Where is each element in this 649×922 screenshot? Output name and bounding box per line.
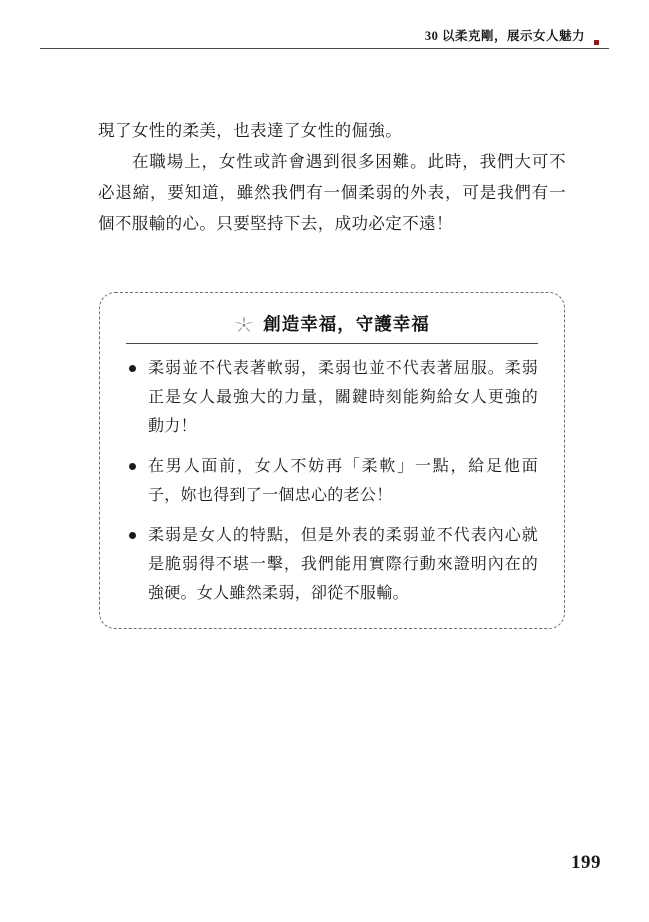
callout-list: [126, 354, 538, 608]
body-content: [98, 115, 566, 239]
flower-icon: [234, 315, 254, 335]
callout-title: 創造幸福，守護幸福: [263, 314, 430, 334]
header-title: 30 以柔克剛，展示女人魅力: [424, 29, 585, 43]
page-number: 199: [571, 852, 601, 873]
header-divider: [40, 48, 609, 49]
paragraph: 在職場上，女性或許會遇到很多困難。此時，我們大可不必退縮，要知道，雖然我們有一個柔弱的外表，可是我們有一個不服輸的心。只要堅持下去，成功必定不遠！: [98, 152, 566, 233]
header-marker-square: [594, 40, 599, 45]
callout-header: [126, 311, 538, 336]
page-header: [40, 26, 609, 52]
list-item: 柔弱是女人的特點，但是外表的柔弱並不代表內心就是脆弱得不堪一擊，我們能用實際行動來證明內在的強硬。女人雖然柔弱，卻從不服輸。: [126, 521, 538, 608]
callout-divider: [126, 343, 538, 344]
list-item: 在男人面前，女人不妨再「柔軟」一點，給足他面子，妳也得到了一個忠心的老公！: [126, 452, 538, 510]
list-item: 柔弱並不代表著軟弱，柔弱也並不代表著屈服。柔弱正是女人最強大的力量，關鍵時刻能夠給女人更強的動力！: [126, 354, 538, 441]
paragraph: 現了女性的柔美，也表達了女性的倔強。: [98, 121, 403, 140]
callout-box: [99, 292, 565, 629]
